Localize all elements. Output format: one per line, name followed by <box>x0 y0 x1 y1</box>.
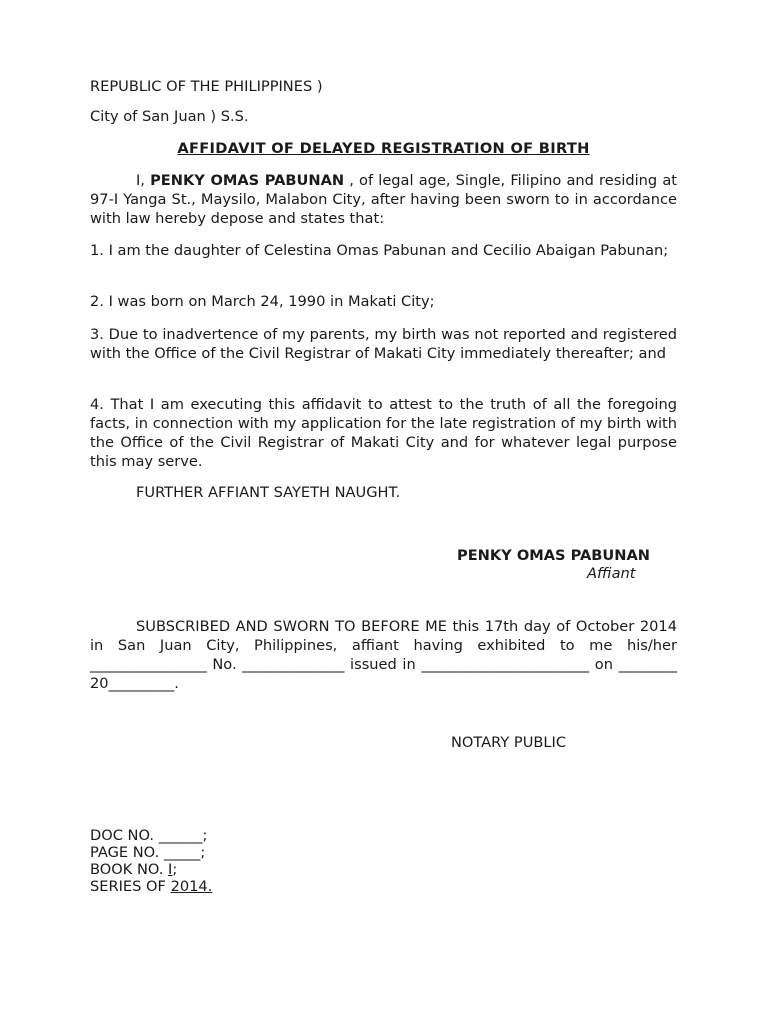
item-4: 4. That I am executing this affidavit to attest to the truth of all the foregoing facts, in connection with my application for the late registration of my birth with the Office of the Civil Registrar of Makati City and for whatever legal purpose this may serve. <box>90 396 677 470</box>
doc-label: DOC NO. <box>90 827 159 844</box>
book-suffix: ; <box>172 861 178 878</box>
signature-name: PENKY OMAS PABUNAN <box>457 547 650 564</box>
series-label: SERIES OF <box>90 878 171 895</box>
item-3: 3. Due to inadvertence of my parents, my birth was not reported and registered with the Office of the Civil Registrar of Makati City immediately thereafter; and <box>90 326 677 362</box>
book-value: I <box>168 861 173 878</box>
doc-value: ______; <box>158 827 208 844</box>
affiant-name: PENKY OMAS PABUNAN <box>150 172 345 189</box>
book-label: BOOK NO. <box>90 861 169 878</box>
item-1: 1. I am the daughter of Celestina Omas Pabunan and Cecilio Abaigan Pabunan; <box>90 242 669 259</box>
caption-city: City of San Juan ) S.S. <box>90 108 249 125</box>
intro-rest: , of legal age, Single, Filipino and residing at 97-I Yanga St., Maysilo, Malabon City, after having been sworn to in accordance with law hereby depose and states that: <box>90 172 678 227</box>
intro-paragraph <box>90 171 677 228</box>
item-2: 2. I was born on March 24, 1990 in Makati City; <box>90 293 435 310</box>
notary-public-label: NOTARY PUBLIC <box>451 734 567 751</box>
series-value: 2014. <box>170 878 213 895</box>
caption-republic: REPUBLIC OF THE PHILIPPINES ) <box>90 78 323 95</box>
intro-prefix: I, <box>136 172 145 189</box>
jurat-text: SUBSCRIBED AND SWORN TO BEFORE ME this 17th day of October 2014 in San Juan City, Philippines, affiant having exhibited to me his/her ________________ No. ______________ issued in _______________________ on ________ 20_________. <box>90 618 677 692</box>
page-value: _____; <box>163 844 206 861</box>
signature-role: Affiant <box>587 565 636 582</box>
doc-number <box>90 827 207 844</box>
page-label: PAGE NO. <box>90 844 164 861</box>
series-number <box>90 878 212 895</box>
jurat-paragraph <box>90 617 677 693</box>
book-number <box>90 861 177 878</box>
page-number <box>90 844 205 861</box>
further-affiant: FURTHER AFFIANT SAYETH NAUGHT. <box>136 484 401 501</box>
document-title: AFFIDAVIT OF DELAYED REGISTRATION OF BIRTH <box>177 140 590 157</box>
